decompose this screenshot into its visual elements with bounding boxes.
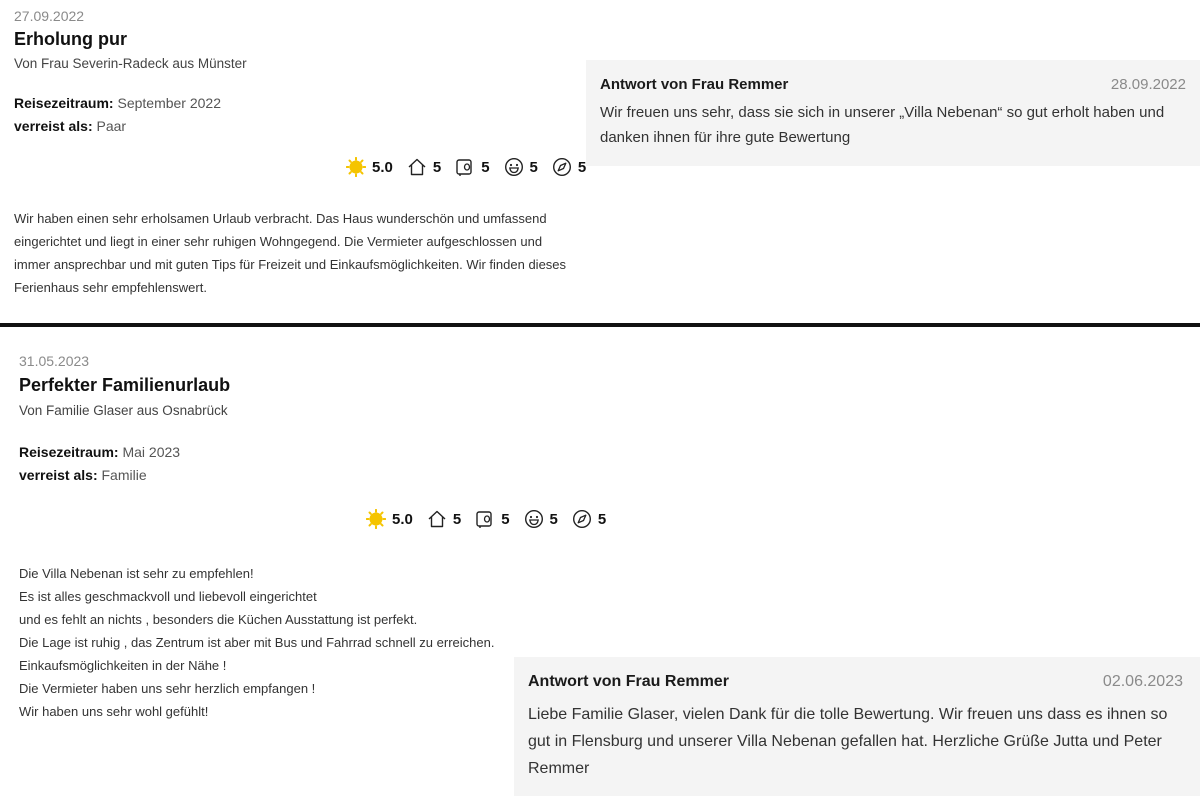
reply-text: Liebe Familie Glaser, vielen Dank für die tolle Bewertung. Wir freuen uns dass es ihnen so gut in Flensburg und unserer Villa Nebenan gefallen hat. Herzliche Grüße Jutta und Peter Remmer (528, 706, 1168, 777)
review-author: Von Frau Severin-Radeck aus Münster (14, 56, 247, 71)
rating-host-value: 5 (529, 158, 538, 176)
travel-period-label: Reisezeitraum: (14, 95, 114, 111)
reply-date: 28.09.2022 (1110, 76, 1186, 93)
rating-location-value: 5 (577, 158, 587, 176)
reply-title: Antwort von Frau Remmer (600, 76, 789, 93)
travel-period-value: September 2022 (117, 95, 222, 111)
review-text: Wir haben einen sehr erholsamen Urlaub verbracht. Das Haus wunderschön und umfassend eingerichtet und liegt in einer sehr ruhigen Wohngegend. Die Vermieter aufgeschlossen und immer ansprechbar und mit guten Tips für Freizeit und Einkaufsmöglichkeiten. Wir finden dieses Ferienhaus sehr empfehlenswert. (14, 211, 567, 295)
reply-text: Wir freuen uns sehr, dass sie sich in unserer „Villa Nebenan“ so gut erholt haben und danken ihnen für ihre gute Bewertung (600, 104, 1165, 146)
owner-reply (586, 60, 1200, 166)
review-author: Von Familie Glaser aus Osnabrück (19, 403, 228, 418)
traveled-as-value: Familie (101, 467, 147, 483)
review-title: Perfekter Familienurlaub (19, 375, 231, 395)
review-text: Die Villa Nebenan ist sehr zu empfehlen! Es ist alles geschmackvoll und liebevoll eingerichtet und es fehlt an nichts , besonders die Küchen Ausstattung ist perfekt. Die Lage ist ruhig , das Zentrum ist aber mit Bus und Fahrrad schnell zu erreichen. Einkaufsmöglichkeiten in der Nähe ! Die Vermieter haben uns sehr herzlich empfangen ! Wir haben uns sehr wohl gefühlt! (19, 566, 495, 719)
rating-overall-value: 5.0 (372, 158, 393, 176)
rating-house-value: 5 (432, 158, 442, 176)
section-divider (0, 323, 1200, 327)
rating-row (366, 509, 606, 529)
house-icon (407, 157, 427, 177)
rating-cleanliness (455, 157, 489, 177)
rating-host (524, 509, 558, 529)
review-meta (14, 92, 221, 138)
toilet-paper-icon (475, 509, 495, 529)
sun-icon (366, 509, 386, 529)
compass-icon (572, 509, 592, 529)
toilet-paper-icon (455, 157, 475, 177)
rating-cleanliness (475, 509, 509, 529)
rating-house (427, 509, 461, 529)
rating-overall-value: 5.0 (392, 510, 413, 528)
travel-period-value: Mai 2023 (122, 444, 181, 460)
rating-house-value: 5 (452, 510, 462, 528)
rating-overall (366, 509, 413, 529)
smiley-icon (524, 509, 544, 529)
compass-icon (552, 157, 572, 177)
travel-period-label: Reisezeitraum: (19, 444, 119, 460)
review-date: 27.09.2022 (14, 8, 85, 24)
traveled-as-value: Paar (96, 118, 127, 134)
rating-host-value: 5 (549, 510, 558, 528)
rating-cleanliness-value: 5 (501, 510, 510, 528)
traveled-as-label: verreist als: (19, 467, 98, 483)
reply-date: 02.06.2023 (1102, 673, 1183, 690)
rating-row (346, 157, 586, 177)
smiley-icon (504, 157, 524, 177)
rating-host (504, 157, 538, 177)
traveled-as-label: verreist als: (14, 118, 93, 134)
rating-house (407, 157, 441, 177)
review-date: 31.05.2023 (19, 353, 90, 369)
owner-reply (514, 657, 1200, 796)
reply-title: Antwort von Frau Remmer (528, 673, 729, 690)
review-meta (19, 441, 180, 487)
house-icon (427, 509, 447, 529)
rating-location-value: 5 (597, 510, 607, 528)
sun-icon (346, 157, 366, 177)
rating-cleanliness-value: 5 (481, 158, 490, 176)
rating-overall (346, 157, 393, 177)
review-title: Erholung pur (14, 29, 127, 49)
rating-location (552, 157, 586, 177)
rating-location (572, 509, 606, 529)
